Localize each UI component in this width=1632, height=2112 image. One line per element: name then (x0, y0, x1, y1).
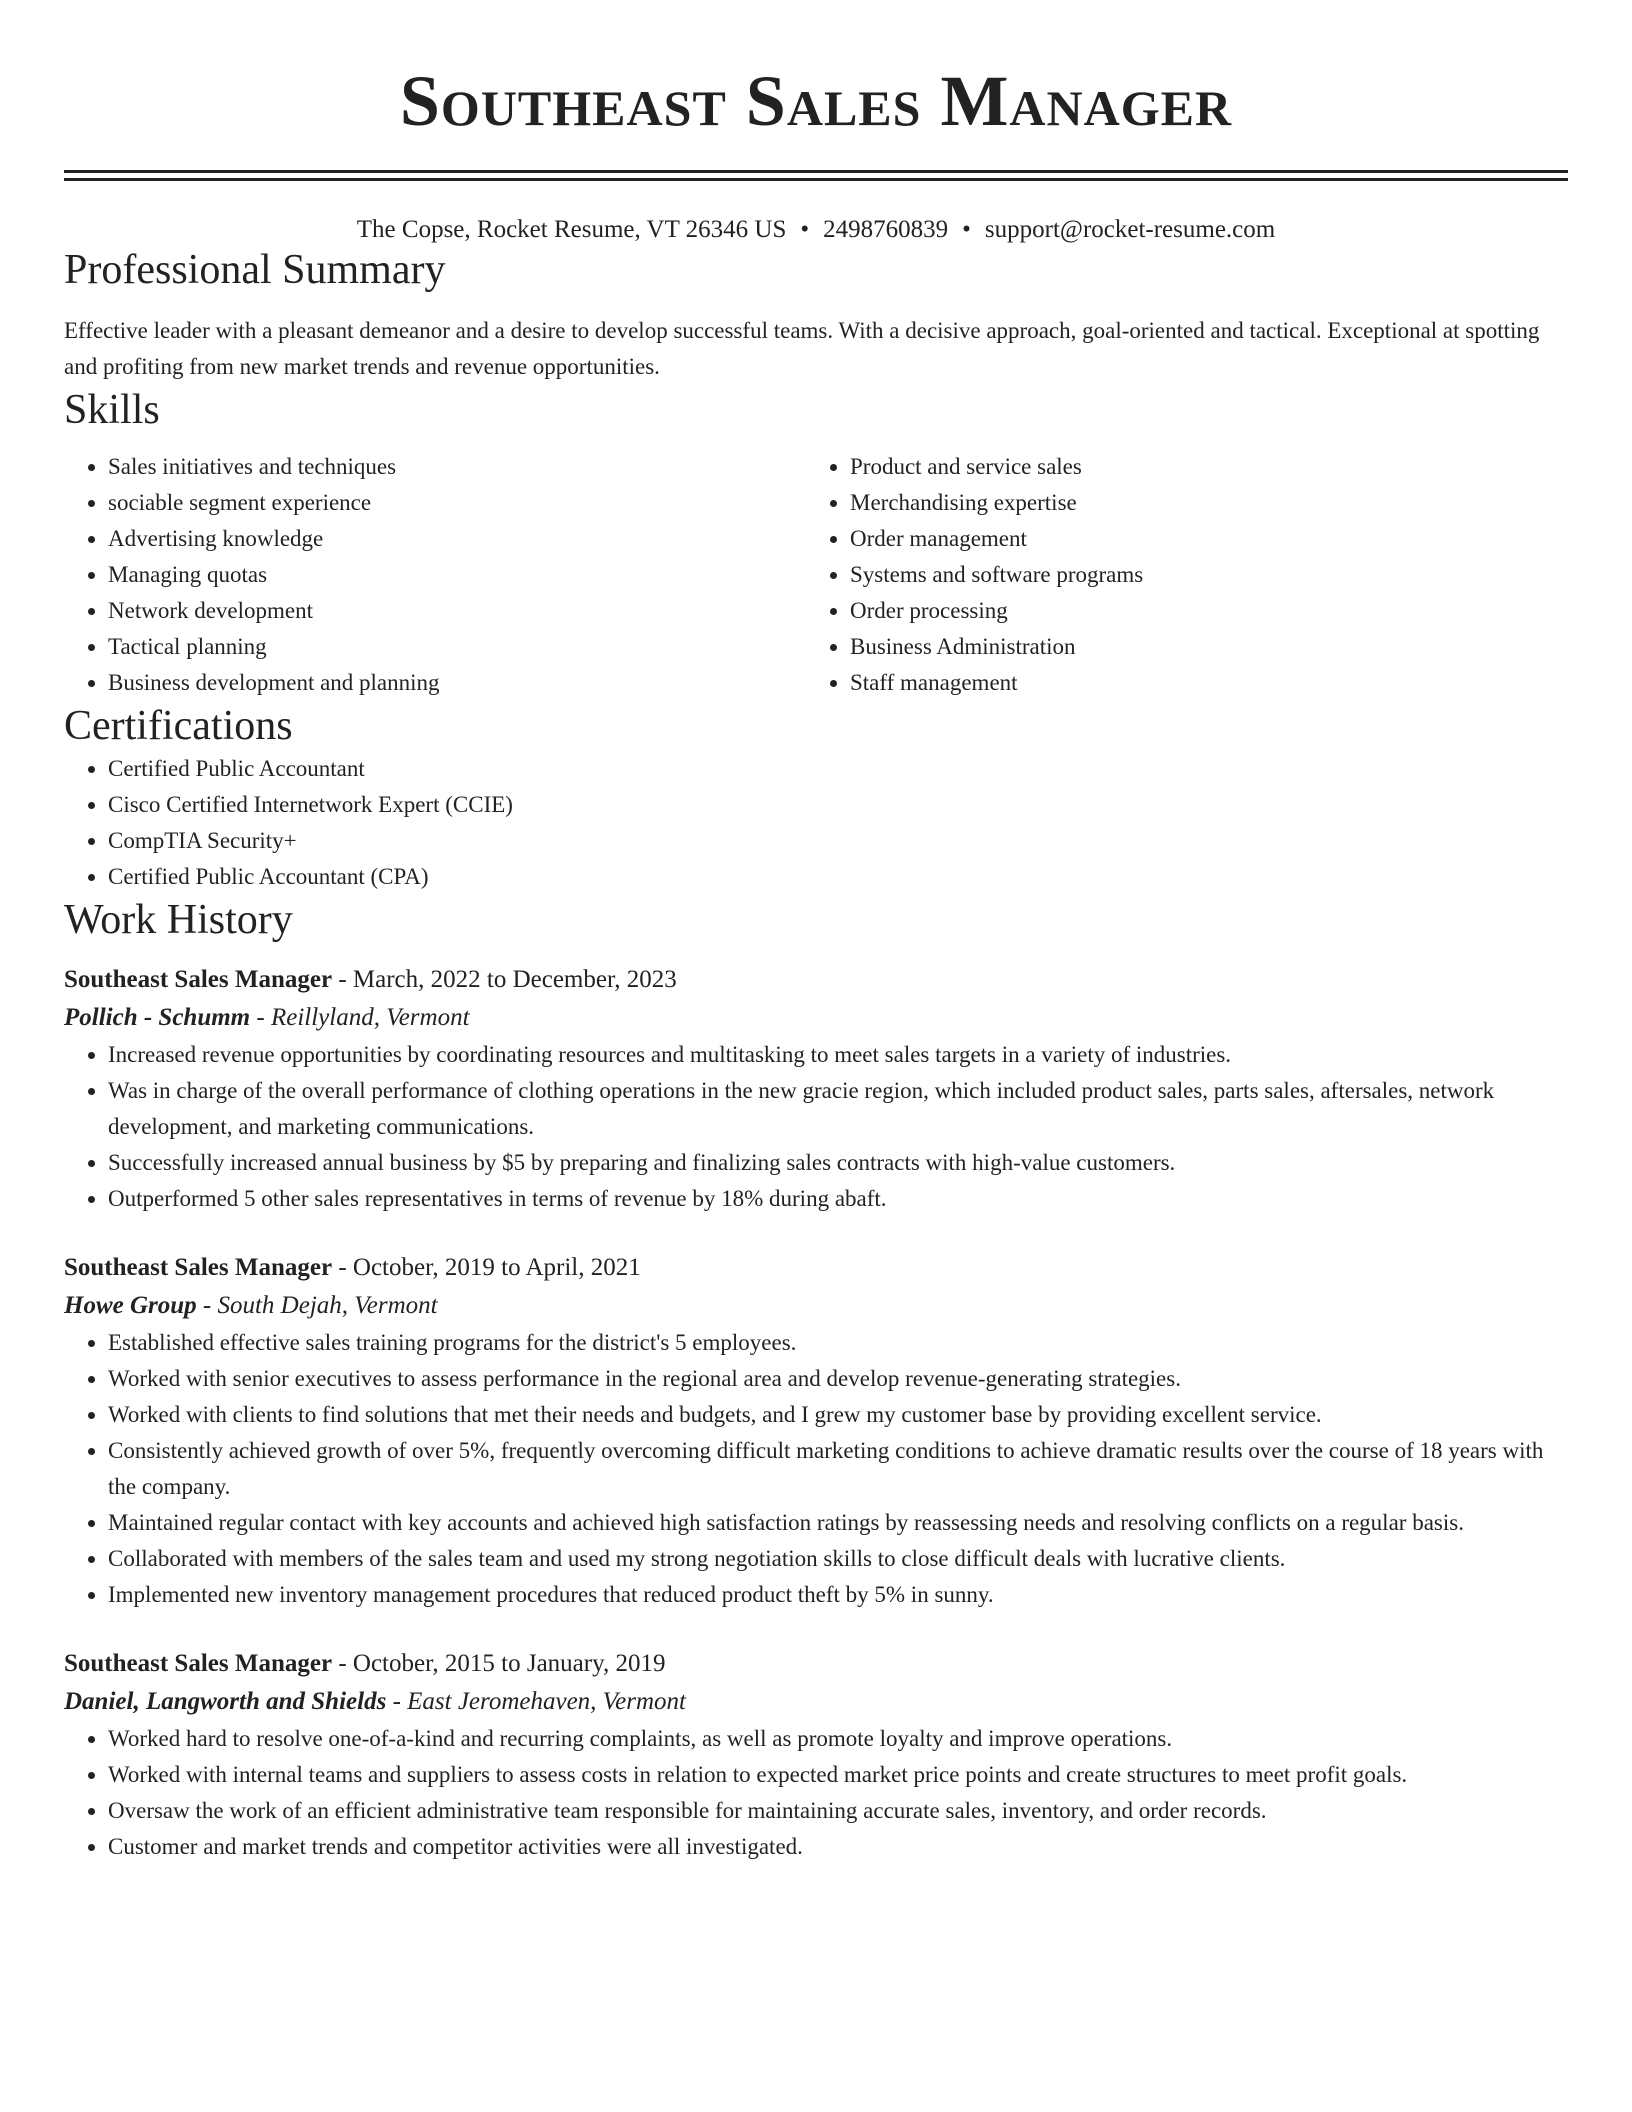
page-title: Southeast Sales Manager (399, 61, 1233, 141)
summary-heading: Professional Summary (64, 247, 446, 293)
job-company-line (64, 999, 1568, 1037)
skill-item: • Systems and software programs (850, 557, 1548, 593)
summary-text: Effective leader with a pleasant demeanor and a desire to develop successful teams. With a decisive approach, goal-oriented and tactical. Exceptional at spotting and profiting from new market trends and revenue opportunities. (64, 318, 1540, 379)
certification-item: • CompTIA Security+ (108, 823, 1568, 859)
skill-item: • Managing quotas (108, 557, 806, 593)
job-bullet: • Oversaw the work of an efficient administrative team responsible for maintaining accurate sales, inventory, and order records. (108, 1793, 1568, 1829)
job-company: Howe Group (64, 1292, 197, 1319)
job-bullet: • Collaborated with members of the sales team and used my strong negotiation skills to close difficult deals with lucrative clients. (108, 1541, 1568, 1577)
certification-item: • Cisco Certified Internetwork Expert (CCIE) (108, 787, 1568, 823)
contact-phone: 2498760839 (823, 216, 949, 243)
job-bullets (64, 1721, 1568, 1865)
skill-item: • Staff management (850, 665, 1548, 701)
work-history-heading: Work History (64, 897, 293, 943)
job-bullet: • Worked with senior executives to assess performance in the regional area and develop revenue-generating strategies. (108, 1361, 1568, 1397)
job-entry (64, 1249, 1568, 1613)
job-bullet: • Worked hard to resolve one-of-a-kind and recurring complaints, as well as promote loyalty and improve operations. (108, 1721, 1568, 1757)
skills-grid (64, 449, 1568, 701)
job-company: Daniel, Langworth and Shields (64, 1688, 387, 1715)
certifications-list (64, 751, 1568, 895)
job-bullet: • Maintained regular contact with key accounts and achieved high satisfaction ratings by reassessing needs and resolving conflicts on a regular basis. (108, 1505, 1568, 1541)
contact-separator: • (800, 216, 810, 243)
job-location: - South Dejah, Vermont (196, 1292, 438, 1319)
job-entry (64, 961, 1568, 1217)
job-dates: - March, 2022 to December, 2023 (332, 966, 677, 993)
job-role: Southeast Sales Manager (64, 966, 333, 993)
skills-heading: Skills (64, 387, 160, 433)
skill-item: • Order processing (850, 593, 1548, 629)
skill-item: • Business Administration (850, 629, 1548, 665)
certification-item: • Certified Public Accountant (CPA) (108, 859, 1568, 895)
job-bullet: • Established effective sales training programs for the district's 5 employees. (108, 1325, 1568, 1361)
job-entry (64, 1645, 1568, 1865)
contact-line (64, 215, 1568, 245)
job-company-line (64, 1683, 1568, 1721)
contact-separator: • (962, 216, 971, 243)
job-bullet: • Consistently achieved growth of over 5%, frequently overcoming difficult marketing conditions to achieve dramatic results over the course of 18 years with the company. (108, 1433, 1568, 1505)
job-bullet: • Successfully increased annual business by $5 by preparing and finalizing sales contracts with high-value customers. (108, 1145, 1568, 1181)
skill-item: • Tactical planning (108, 629, 806, 665)
skills-list-left (64, 449, 806, 701)
job-bullet: • Worked with internal teams and suppliers to assess costs in relation to expected market price points and create structures to meet profit goals. (108, 1757, 1568, 1793)
job-title-line (64, 961, 1568, 999)
job-dates: - October, 2015 to January, 2019 (332, 1650, 666, 1677)
job-bullet: • Outperformed 5 other sales representatives in terms of revenue by 18% during abaft. (108, 1181, 1568, 1217)
job-bullets (64, 1325, 1568, 1613)
title-divider (64, 170, 1568, 181)
skill-item: • Product and service sales (850, 449, 1548, 485)
job-location: - East Jeromehaven, Vermont (386, 1688, 686, 1715)
certifications-heading: Certifications (64, 703, 293, 749)
job-bullet: • Increased revenue opportunities by coordinating resources and multitasking to meet sales targets in a variety of industries. (108, 1037, 1568, 1073)
skill-item: • sociable segment experience (108, 485, 806, 521)
job-role: Southeast Sales Manager (64, 1254, 333, 1281)
job-dates: - October, 2019 to April, 2021 (332, 1254, 641, 1281)
job-bullet: • Worked with clients to find solutions that met their needs and budgets, and I grew my customer base by providing excellent service. (108, 1397, 1568, 1433)
skills-column-right (806, 449, 1548, 701)
certification-item: • Certified Public Accountant (108, 751, 1568, 787)
skills-list-right (806, 449, 1548, 701)
job-title-line (64, 1249, 1568, 1287)
skill-item: • Network development (108, 593, 806, 629)
skills-column-left (64, 449, 806, 701)
job-bullet: • Was in charge of the overall performance of clothing operations in the new gracie region, which included product sales, parts sales, aftersales, network development, and marketing communications. (108, 1073, 1568, 1145)
job-title-line (64, 1645, 1568, 1683)
contact-email: support@rocket-resume.com (984, 216, 1276, 243)
job-bullets (64, 1037, 1568, 1217)
job-location: - Reillyland, Vermont (250, 1004, 470, 1031)
job-bullet: • Customer and market trends and competitor activities were all investigated. (108, 1829, 1568, 1865)
job-bullet: • Implemented new inventory management procedures that reduced product theft by 5% in sunny. (108, 1577, 1568, 1613)
skill-item: • Advertising knowledge (108, 521, 806, 557)
skill-item: • Business development and planning (108, 665, 806, 701)
job-role: Southeast Sales Manager (64, 1650, 333, 1677)
skill-item: • Merchandising expertise (850, 485, 1548, 521)
skill-item: • Order management (850, 521, 1548, 557)
job-company: Pollich - Schumm (64, 1004, 251, 1031)
job-company-line (64, 1287, 1568, 1325)
contact-address: The Copse, Rocket Resume, VT 26346 US (356, 216, 787, 243)
skill-item: • Sales initiatives and techniques (108, 449, 806, 485)
